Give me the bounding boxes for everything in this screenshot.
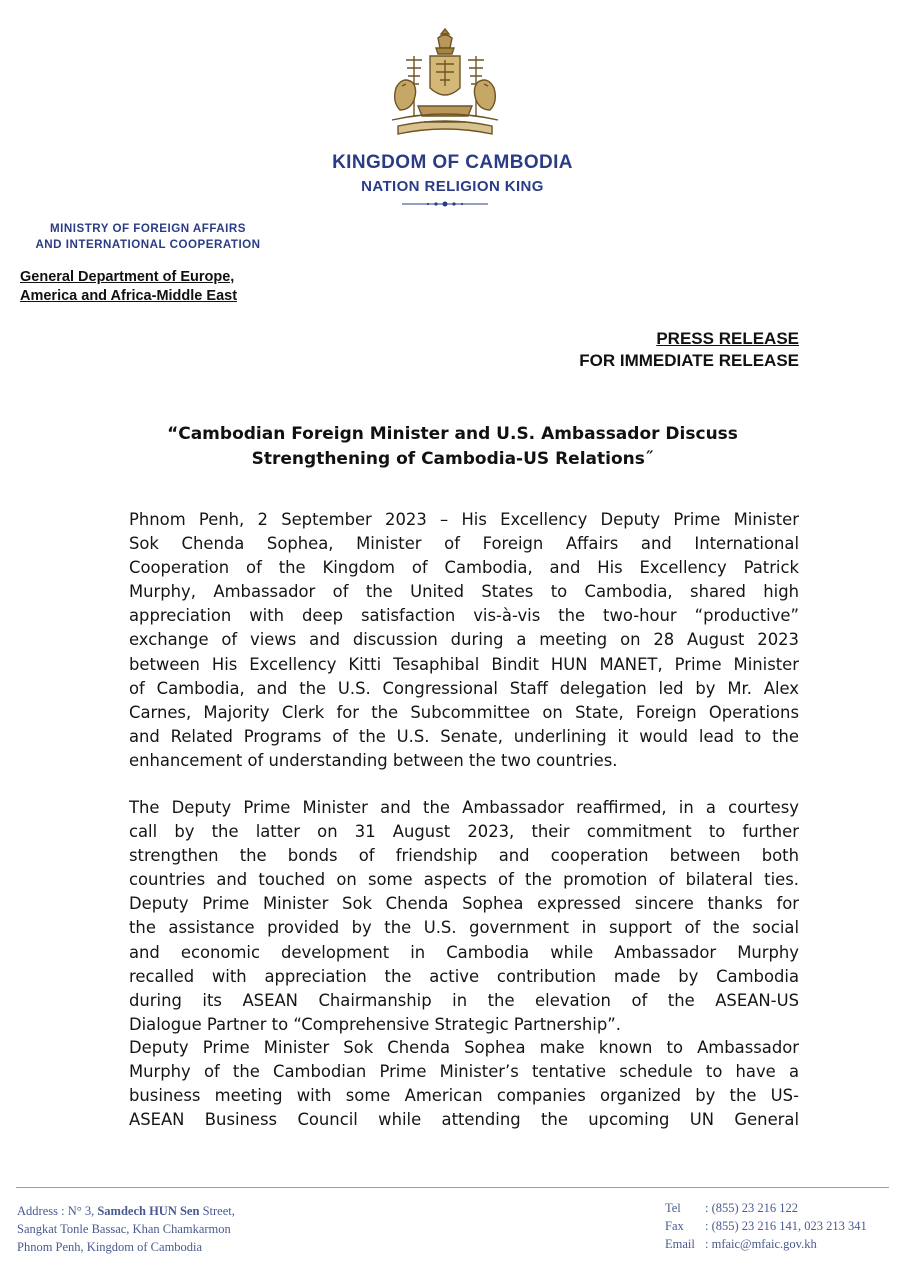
paragraph-line: enhancement of understanding between the two countries.: [129, 750, 618, 770]
royal-arms-emblem-icon: [384, 26, 506, 144]
paragraph-line: call by the latter on 31 August 2023, their commitment to further: [129, 822, 799, 842]
paragraph-line: Sok Chenda Sophea, Minister of Foreign Affairs and International: [129, 534, 799, 554]
ministry-name-line2: AND INTERNATIONAL COOPERATION: [35, 238, 261, 251]
headline-line1: “Cambodian Foreign Minister and U.S. Ambassador Discuss: [167, 424, 738, 444]
address-street-suffix: Street,: [202, 1204, 235, 1218]
paragraph-line: and Related Programs of the U.S. Senate, underlining it would lead to the: [129, 726, 799, 746]
footer-contacts: [665, 1199, 867, 1253]
ornament-divider-icon: [400, 199, 490, 209]
paragraph-line: between His Excellency Kitti Tesaphibal Bindit HUN MANET, Prime Minister: [129, 654, 799, 674]
paragraph-line: ASEAN Business Council while attending the upcoming UN General: [129, 1110, 799, 1130]
national-motto: NATION RELIGION KING: [361, 178, 544, 195]
paragraph-line: exchange of views and discussion during a meeting on 28 August 2023: [129, 630, 799, 650]
paragraph-line: Murphy of the Cambodian Prime Minister’s tentative schedule to have a: [129, 1062, 799, 1082]
paragraph-line: The Deputy Prime Minister and the Ambassador reaffirmed, in a courtesy: [129, 798, 799, 817]
paragraph-line: Murphy, Ambassador of the United States to Cambodia, shared high: [129, 582, 799, 602]
kingdom-title: KINGDOM OF CAMBODIA: [332, 152, 573, 173]
paragraph-line: business meeting with some American companies organized by the US-: [129, 1086, 799, 1106]
paragraph-line: Cooperation of the Kingdom of Cambodia, and His Excellency Patrick: [129, 558, 799, 578]
fax-value: : (855) 23 216 141, 023 213 341: [705, 1219, 867, 1233]
address-street: Samdech HUN Sen: [97, 1204, 200, 1218]
body-paragraph-2: [129, 796, 799, 1037]
paragraph-line: Deputy Prime Minister Sok Chenda Sophea make known to Ambassador: [129, 1038, 799, 1057]
address-line2: Sangkat Tonle Bassac, Khan Chamkarmon: [17, 1222, 231, 1236]
paragraph-line: Carnes, Majority Clerk for the Subcommittee on State, Foreign Operations: [129, 702, 799, 722]
paragraph-line: countries and touched on some aspects of the promotion of bilateral ties.: [129, 870, 799, 890]
department-name-line1: General Department of Europe,: [20, 269, 235, 285]
paragraph-line: the assistance provided by the U.S. government in support of the social: [129, 918, 799, 938]
address-line3: Phnom Penh, Kingdom of Cambodia: [17, 1240, 203, 1254]
paragraph-line: Dialogue Partner to “Comprehensive Strategic Partnership”.: [129, 1014, 621, 1034]
paragraph-line: and economic development in Cambodia while Ambassador Murphy: [129, 942, 799, 962]
email-label: Email: [665, 1237, 695, 1251]
fax-label: Fax: [665, 1219, 684, 1233]
release-timing: FOR IMMEDIATE RELEASE: [579, 351, 799, 370]
paragraph-line: during its ASEAN Chairmanship in the elevation of the ASEAN-US: [129, 990, 799, 1010]
paragraph-line: Phnom Penh, 2 September 2023 – His Excellency Deputy Prime Minister: [129, 510, 799, 529]
footer-divider: [16, 1187, 889, 1188]
paragraph-line: appreciation with deep satisfaction vis-à-vis the two-hour “productive”: [129, 606, 799, 626]
paragraph-line: Deputy Prime Minister Sok Chenda Sophea expressed sincere thanks for: [129, 894, 799, 914]
body-paragraph-1: [129, 508, 799, 773]
paragraph-line: recalled with appreciation the active contribution made by Cambodia: [129, 966, 799, 986]
department-name-line2: America and Africa-Middle East: [20, 288, 238, 304]
tel-label: Tel: [665, 1201, 681, 1215]
press-release-label: PRESS RELEASE: [656, 329, 799, 348]
ministry-name-line1: MINISTRY OF FOREIGN AFFAIRS: [50, 222, 246, 235]
email-link[interactable]: : mfaic@mfaic.gov.kh: [705, 1237, 817, 1251]
headline-line2: Strengthening of Cambodia-US Relations˝: [251, 449, 654, 469]
paragraph-line: of Cambodia, and the U.S. Congressional Staff delegation led by Mr. Alex: [129, 678, 799, 698]
paragraph-line: strengthen the bonds of friendship and cooperation between both: [129, 846, 799, 866]
footer-address: [17, 1202, 235, 1256]
address-label: Address : N° 3,: [17, 1204, 95, 1218]
tel-value: : (855) 23 216 122: [705, 1201, 799, 1215]
body-paragraph-3: [129, 1036, 799, 1132]
